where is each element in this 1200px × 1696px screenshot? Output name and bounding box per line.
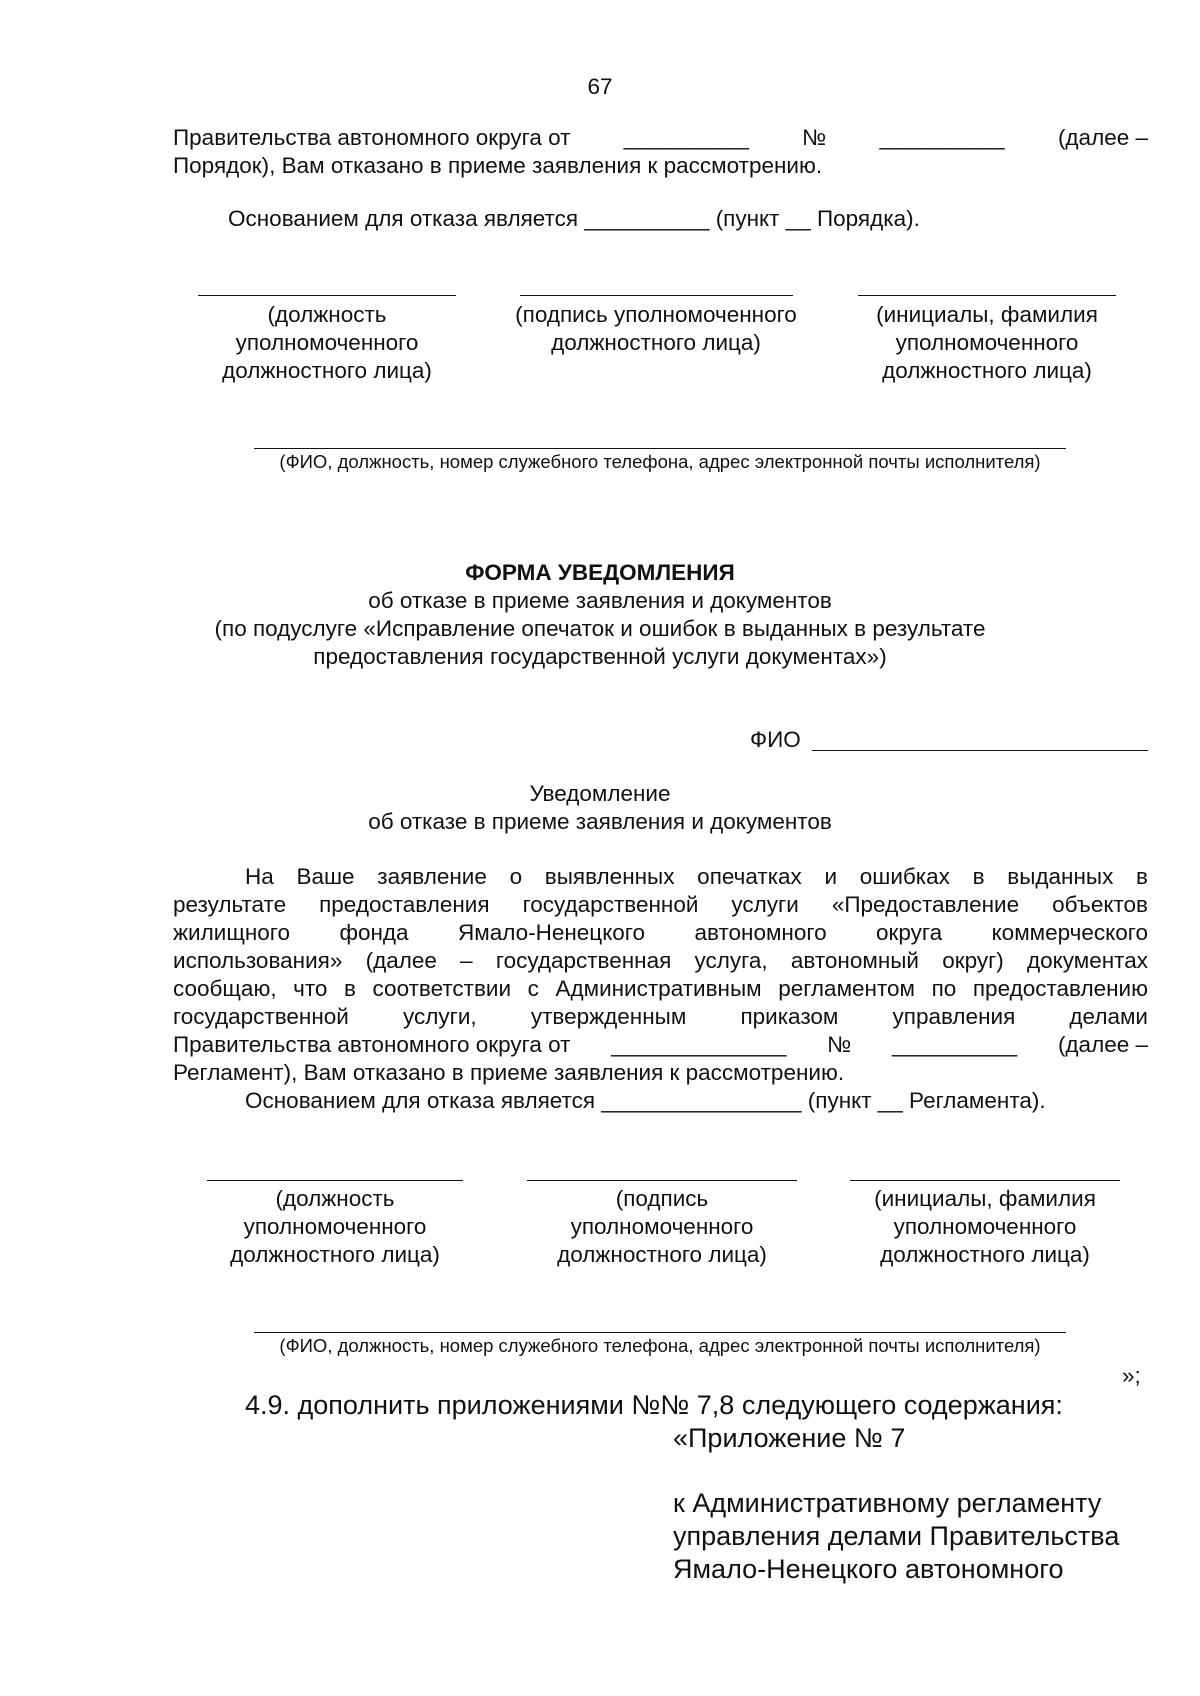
sig2-col1-line: (должность: [275, 1186, 395, 1211]
notice-title: Уведомление: [529, 781, 671, 806]
closing-quote: »;: [1122, 1363, 1141, 1388]
top-reason: [228, 205, 920, 233]
notice-line7-end: (далее –: [1057, 1032, 1148, 1057]
sig2-executor-line: [254, 1332, 1066, 1333]
sig1-signature-caption: [486, 301, 826, 357]
form-subtitle-2: (по подуслуге «Исправление опечаток и ошибок в выданных в результате: [214, 616, 986, 641]
appendix-line: к Административному регламенту: [673, 1488, 1102, 1518]
notice-body-line: использования» (далее – государственная услуга, автономный округ) документах: [173, 948, 1148, 973]
appendix-line: управления делами Правительства: [673, 1521, 1120, 1551]
sig2-position-caption: [180, 1185, 490, 1269]
top-line-1-text: Правительства автономного округа от: [173, 125, 571, 150]
sig2-line-1: [207, 1180, 463, 1181]
sig2-name-caption: [830, 1185, 1140, 1269]
sig2-col1-line: уполномоченного: [243, 1214, 427, 1239]
sig1-executor-line: [254, 448, 1066, 449]
sig2-col3-line: уполномоченного: [893, 1214, 1077, 1239]
sig1-col2-line: должностного лица): [551, 330, 761, 355]
notice-number-sign: №: [827, 1032, 852, 1057]
top-number-blank: __________: [879, 125, 1005, 150]
notice-reason: [245, 1087, 1046, 1115]
sig2-col2-line: должностного лица): [557, 1242, 767, 1267]
sig1-col1-line: уполномоченного: [235, 330, 419, 355]
notice-body-line: жилищного фонда Ямало-Ненецкого автономного округа коммерческого: [173, 920, 1148, 945]
sig2-col1-line: должностного лица): [230, 1242, 440, 1267]
appendix-line: Ямало-Ненецкого автономного: [673, 1554, 1064, 1584]
sig1-col2-line: (подпись уполномоченного: [515, 302, 797, 327]
top-reason-point: (пункт __ Порядка).: [715, 206, 920, 231]
notice-body-line: На Ваше заявление о выявленных опечатках и ошибках в выданных в: [245, 864, 1148, 889]
sig1-col3-line: должностного лица): [882, 358, 1092, 383]
notice-body-line: результате предоставления государственной услуги «Предоставление объектов: [173, 892, 1148, 917]
notice-subtitle: об отказе в приеме заявления и документов: [368, 809, 832, 834]
sig2-line-3: [850, 1180, 1120, 1181]
top-reason-blank: __________: [584, 206, 710, 231]
appendix-title: «Приложение № 7: [673, 1423, 906, 1453]
sig1-col1-line: должностного лица): [222, 358, 432, 383]
fio-label: ФИО: [750, 727, 801, 752]
top-date-blank: __________: [623, 125, 749, 150]
notice-body-line-8: Регламент), Вам отказано в приеме заявления к рассмотрению.: [173, 1060, 845, 1085]
sig2-executor-caption: (ФИО, должность, номер служебного телефона, адрес электронной почты исполнителя): [279, 1335, 1041, 1356]
fio-blank-line: [812, 750, 1148, 751]
sig2-signature-caption: [507, 1185, 817, 1269]
sig1-name-caption: [832, 301, 1142, 385]
sig1-line-3: [858, 295, 1116, 296]
notice-reason-blank: ________________: [601, 1088, 802, 1113]
sig1-position-caption: [172, 301, 482, 385]
sig1-executor-caption: (ФИО, должность, номер служебного телефона, адрес электронной почты исполнителя): [279, 451, 1041, 472]
top-line-1: [173, 124, 1148, 152]
sig2-col2-line: (подпись: [615, 1186, 709, 1211]
sig1-line-2: [520, 295, 793, 296]
sig2-col3-line: должностного лица): [880, 1242, 1090, 1267]
sig2-col2-line: уполномоченного: [570, 1214, 754, 1239]
top-line-2: Порядок), Вам отказано в приеме заявления к рассмотрению.: [173, 153, 823, 178]
sig2-col3-line: (инициалы, фамилия: [874, 1186, 1096, 1211]
notice-body-line-7: [173, 1031, 1148, 1059]
notice-body-line: сообщаю, что в соответствии с Административным регламентом по предоставлению: [173, 976, 1148, 1001]
notice-reason-point: (пункт __ Регламента).: [807, 1088, 1046, 1113]
sig1-col3-line: (инициалы, фамилия: [876, 302, 1098, 327]
notice-reason-text: Основанием для отказа является: [245, 1088, 596, 1113]
sig2-line-2: [527, 1180, 797, 1181]
sig1-col1-line: (должность: [267, 302, 387, 327]
amendment-text: 4.9. дополнить приложениями №№ 7,8 следующего содержания:: [245, 1390, 1063, 1420]
notice-number-blank: __________: [892, 1032, 1018, 1057]
top-reason-text: Основанием для отказа является: [228, 206, 579, 231]
page-number: 67: [587, 74, 613, 99]
form-subtitle-3: предоставления государственной услуги документах»): [313, 644, 887, 669]
sig1-col3-line: уполномоченного: [895, 330, 1079, 355]
notice-body-line: государственной услуги, утвержденным приказом управления делами: [173, 1004, 1148, 1029]
form-subtitle-1: об отказе в приеме заявления и документов: [368, 588, 832, 613]
top-line-1-end: (далее –: [1057, 125, 1148, 150]
top-number-sign: №: [802, 125, 827, 150]
sig1-line-1: [198, 295, 456, 296]
notice-line7-text: Правительства автономного округа от: [173, 1032, 571, 1057]
form-title: ФОРМА УВЕДОМЛЕНИЯ: [465, 560, 735, 585]
notice-date-blank: ______________: [611, 1032, 787, 1057]
